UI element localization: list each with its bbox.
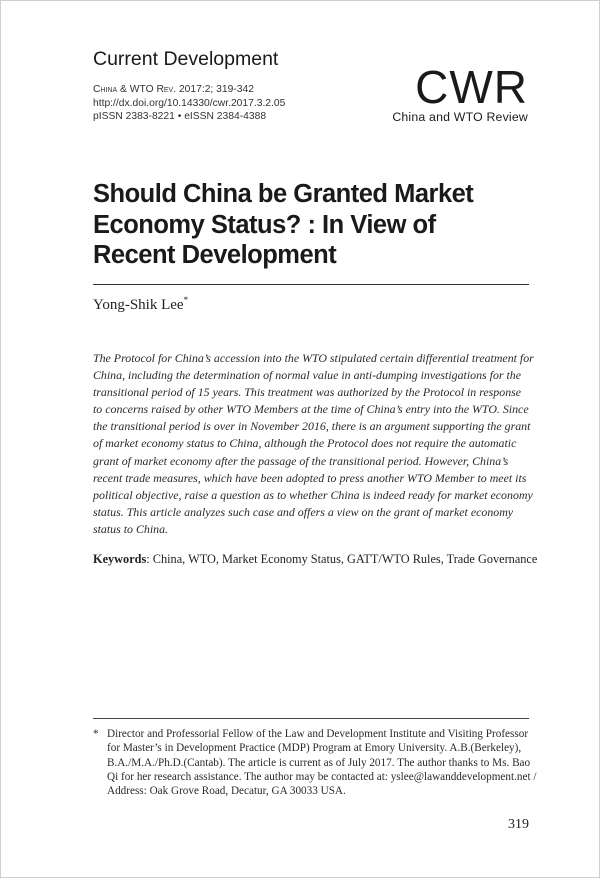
- author-footnote: [93, 727, 537, 798]
- article-metadata: [93, 83, 285, 124]
- doi-link[interactable]: http://dx.doi.org/10.14330/cwr.2017.3.2.05: [93, 97, 286, 109]
- footnote-line: for Master’s in Development Practice (MDP) Program at Emory University. A.B.(Berkeley),: [107, 742, 522, 755]
- logo-subtitle: China and WTO Review: [392, 110, 528, 124]
- abstract-line: of market economy status to China, although the Protocol does not require the automatic: [93, 436, 517, 451]
- abstract-line: status to China.: [93, 521, 168, 536]
- article-title: [93, 179, 533, 271]
- abstract-line: status. This article analyzes such case and offers a view on the grant of market economy: [93, 504, 514, 519]
- abstract: [93, 350, 534, 538]
- abstract-line: recent trade measures, which have been adopted to press another WTO Member to meet its: [93, 470, 527, 485]
- title-divider: [93, 284, 529, 285]
- abstract-line: to concerns raised by other WTO Members at the time of China’s entry into the WTO. Since: [93, 402, 529, 417]
- abstract-line: The Protocol for China’s accession into the WTO stipulated certain differential treatment for: [93, 351, 534, 365]
- footnote-mark: *: [93, 728, 99, 740]
- keywords-label: Keywords: [93, 552, 147, 566]
- abstract-line: China, including the determination of normal value in anti-dumping investigations for the: [93, 368, 522, 383]
- footnote-divider: [93, 718, 529, 719]
- author-line: [93, 295, 188, 314]
- keywords: [93, 552, 537, 567]
- abstract-line: grant of market economy after the passage of the transitional period. However, China’s: [93, 453, 509, 468]
- journal-logo: [392, 61, 528, 124]
- section-label: Current Development: [93, 48, 279, 70]
- abstract-line: transitional period of 15 years. This treatment was authorized by the Protocol in response: [93, 385, 522, 400]
- citation-volume: 2017:2; 319-342: [176, 84, 254, 95]
- keywords-list: : China, WTO, Market Economy Status, GATT/WTO Rules, Trade Governance: [146, 552, 538, 566]
- abstract-line: the transitional period is over in November 2016, there is an argument supporting the grant: [93, 419, 531, 434]
- footnote-line: Address: Oak Grove Road, Decatur, GA 30033 USA.: [107, 785, 346, 798]
- author-footnote-mark[interactable]: *: [183, 295, 189, 305]
- footnote-line: Director and Professorial Fellow of the Law and Development Institute and Visiting Professor: [107, 728, 529, 740]
- title-line: Recent Development: [93, 241, 337, 269]
- issn-line: pISSN 2383-8221 • eISSN 2384-4388: [93, 111, 267, 123]
- title-line: Should China be Granted Market: [93, 180, 474, 208]
- logo-mark: CWR: [415, 61, 528, 113]
- title-line: Economy Status? : In View of: [93, 210, 436, 239]
- footnote-line: Qi for her research assistance. The author may be contacted at: yslee@lawanddevelopment.net /: [107, 770, 537, 783]
- citation-line: [93, 83, 285, 97]
- footnote-line: B.A./M.A./Ph.D.(Cantab). The article is current as of July 2017. The author thanks to Ms. Bao: [107, 756, 531, 769]
- journal-abbrev: China & WTO Rev.: [93, 84, 177, 95]
- page-number: 319: [508, 817, 529, 832]
- footnote-text: [107, 727, 537, 798]
- author-name: Yong-Shik Lee: [93, 297, 184, 313]
- abstract-line: political objective, raise a question as to whether China is indeed ready for market economy: [93, 487, 533, 502]
